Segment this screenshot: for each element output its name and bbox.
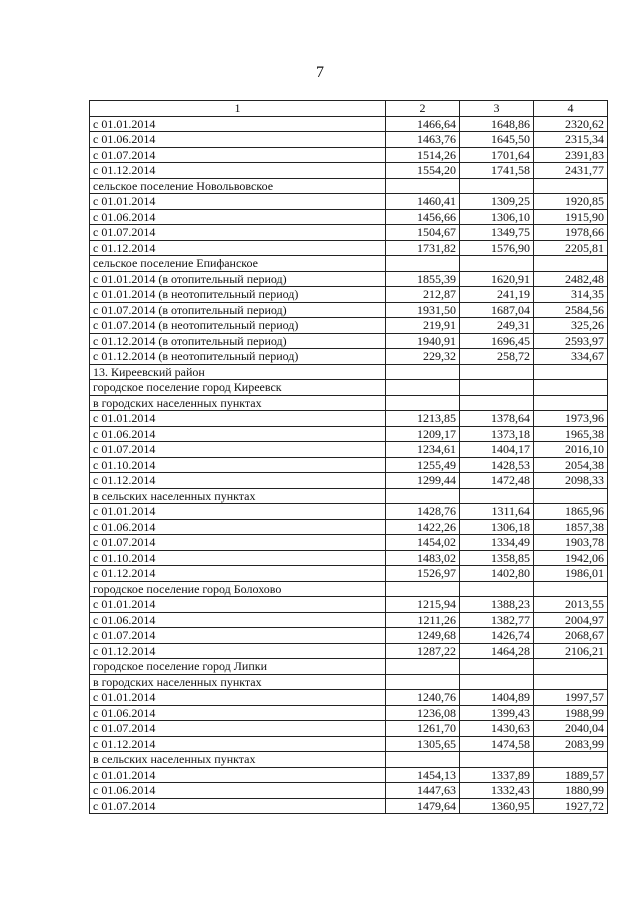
table-row [90, 209, 608, 225]
value-cell-col-4: 2016,10 [534, 442, 608, 458]
value-cell-col-2: 1428,76 [386, 504, 460, 520]
row-label-cell: с 01.12.2014 [90, 473, 386, 489]
row-label-cell: с 01.06.2014 [90, 209, 386, 225]
value-cell-col-2: 1504,67 [386, 225, 460, 241]
table-row [90, 395, 608, 411]
table-row [90, 504, 608, 520]
value-cell-col-4 [534, 488, 608, 504]
value-cell-col-3 [460, 395, 534, 411]
table-row [90, 132, 608, 148]
value-cell-col-4: 1880,99 [534, 783, 608, 799]
table-row [90, 426, 608, 442]
value-cell-col-4: 1903,78 [534, 535, 608, 551]
value-cell-col-4: 2584,56 [534, 302, 608, 318]
value-cell-col-2 [386, 380, 460, 396]
value-cell-col-4 [534, 380, 608, 396]
value-cell-col-2: 1456,66 [386, 209, 460, 225]
value-cell-col-3: 1426,74 [460, 628, 534, 644]
value-cell-col-2 [386, 659, 460, 675]
table-row [90, 519, 608, 535]
row-label-cell: с 01.01.2014 [90, 690, 386, 706]
value-cell-col-4: 2106,21 [534, 643, 608, 659]
value-cell-col-3: 1472,48 [460, 473, 534, 489]
value-cell-col-2: 1249,68 [386, 628, 460, 644]
value-cell-col-4: 2482,48 [534, 271, 608, 287]
value-cell-col-3: 1701,64 [460, 147, 534, 163]
value-cell-col-3 [460, 364, 534, 380]
value-cell-col-3 [460, 256, 534, 272]
value-cell-col-3: 1648,86 [460, 116, 534, 132]
row-label-cell: с 01.12.2014 (в неотопительный период) [90, 349, 386, 365]
row-label-cell: с 01.01.2014 [90, 504, 386, 520]
value-cell-col-4: 314,35 [534, 287, 608, 303]
value-cell-col-2 [386, 674, 460, 690]
row-label-cell: с 01.01.2014 [90, 194, 386, 210]
row-label-cell: с 01.07.2014 (в неотопительный период) [90, 318, 386, 334]
value-cell-col-3 [460, 581, 534, 597]
value-cell-col-3: 1334,49 [460, 535, 534, 551]
value-cell-col-2: 1213,85 [386, 411, 460, 427]
table-row [90, 752, 608, 768]
value-cell-col-2: 1463,76 [386, 132, 460, 148]
value-cell-col-4: 1965,38 [534, 426, 608, 442]
value-cell-col-3 [460, 178, 534, 194]
value-cell-col-3: 1306,10 [460, 209, 534, 225]
table-row [90, 767, 608, 783]
value-cell-col-4: 325,26 [534, 318, 608, 334]
value-cell-col-2: 1454,13 [386, 767, 460, 783]
value-cell-col-4: 2083,99 [534, 736, 608, 752]
value-cell-col-4: 1988,99 [534, 705, 608, 721]
table-row [90, 256, 608, 272]
value-cell-col-3: 1696,45 [460, 333, 534, 349]
value-cell-col-2: 1514,26 [386, 147, 460, 163]
value-cell-col-4: 1973,96 [534, 411, 608, 427]
value-cell-col-2 [386, 395, 460, 411]
row-label-cell: с 01.06.2014 [90, 132, 386, 148]
row-label-cell: с 01.01.2014 (в неотопительный период) [90, 287, 386, 303]
row-label-cell: с 01.12.2014 [90, 163, 386, 179]
value-cell-col-2: 1236,08 [386, 705, 460, 721]
row-label-cell: городское поселение город Болохово [90, 581, 386, 597]
value-cell-col-2: 1479,64 [386, 798, 460, 814]
row-label-cell: с 01.10.2014 [90, 550, 386, 566]
value-cell-col-2: 1240,76 [386, 690, 460, 706]
value-cell-col-4: 2013,55 [534, 597, 608, 613]
value-cell-col-3: 258,72 [460, 349, 534, 365]
table-row [90, 333, 608, 349]
row-label-cell: с 01.07.2014 [90, 442, 386, 458]
table-header-row [90, 101, 608, 117]
row-label-cell: с 01.06.2014 [90, 705, 386, 721]
value-cell-col-4: 1986,01 [534, 566, 608, 582]
value-cell-col-3: 1382,77 [460, 612, 534, 628]
value-cell-col-3: 1576,90 [460, 240, 534, 256]
table-row [90, 674, 608, 690]
value-cell-col-3: 1373,18 [460, 426, 534, 442]
row-label-cell: городское поселение город Киреевск [90, 380, 386, 396]
value-cell-col-2 [386, 364, 460, 380]
row-label-cell: с 01.07.2014 [90, 721, 386, 737]
row-label-cell: с 01.01.2014 (в отопительный период) [90, 271, 386, 287]
value-cell-col-3: 1741,58 [460, 163, 534, 179]
value-cell-col-4 [534, 256, 608, 272]
row-label-cell: с 01.07.2014 [90, 147, 386, 163]
value-cell-col-2: 1466,64 [386, 116, 460, 132]
row-label-cell: с 01.01.2014 [90, 116, 386, 132]
value-cell-col-2: 1554,20 [386, 163, 460, 179]
value-cell-col-4: 2040,04 [534, 721, 608, 737]
value-cell-col-3: 1388,23 [460, 597, 534, 613]
value-cell-col-3: 1620,91 [460, 271, 534, 287]
table-row [90, 364, 608, 380]
value-cell-col-4: 2054,38 [534, 457, 608, 473]
table-row [90, 612, 608, 628]
table-row [90, 783, 608, 799]
row-label-cell: в сельских населенных пунктах [90, 488, 386, 504]
value-cell-col-3: 1378,64 [460, 411, 534, 427]
value-cell-col-4 [534, 581, 608, 597]
value-cell-col-4: 2391,83 [534, 147, 608, 163]
value-cell-col-3: 1332,43 [460, 783, 534, 799]
value-cell-col-4: 1978,66 [534, 225, 608, 241]
row-label-cell: с 01.07.2014 [90, 628, 386, 644]
value-cell-col-2 [386, 752, 460, 768]
value-cell-col-4: 334,67 [534, 349, 608, 365]
value-cell-col-2: 1460,41 [386, 194, 460, 210]
value-cell-col-3: 1474,58 [460, 736, 534, 752]
value-cell-col-4 [534, 659, 608, 675]
value-cell-col-4: 1915,90 [534, 209, 608, 225]
table-row [90, 116, 608, 132]
value-cell-col-3: 1464,28 [460, 643, 534, 659]
row-label-cell: с 01.06.2014 [90, 426, 386, 442]
value-cell-col-3 [460, 674, 534, 690]
value-cell-col-2: 1447,63 [386, 783, 460, 799]
table-row [90, 736, 608, 752]
value-cell-col-3: 1309,25 [460, 194, 534, 210]
row-label-cell: 13. Киреевский район [90, 364, 386, 380]
table-row [90, 473, 608, 489]
table-row [90, 349, 608, 365]
value-cell-col-2: 1299,44 [386, 473, 460, 489]
value-cell-col-4 [534, 395, 608, 411]
value-cell-col-3: 249,31 [460, 318, 534, 334]
value-cell-col-4 [534, 364, 608, 380]
value-cell-col-4: 1920,85 [534, 194, 608, 210]
value-cell-col-2: 1483,02 [386, 550, 460, 566]
value-cell-col-3: 241,19 [460, 287, 534, 303]
value-cell-col-4: 1857,38 [534, 519, 608, 535]
table-row [90, 550, 608, 566]
page-number: 7 [316, 64, 324, 81]
value-cell-col-2: 212,87 [386, 287, 460, 303]
column-header-3: 3 [460, 101, 534, 117]
row-label-cell: с 01.07.2014 [90, 798, 386, 814]
table-row [90, 628, 608, 644]
row-label-cell: с 01.01.2014 [90, 411, 386, 427]
value-cell-col-3 [460, 659, 534, 675]
value-cell-col-2: 229,32 [386, 349, 460, 365]
value-cell-col-2: 1526,97 [386, 566, 460, 582]
row-label-cell: с 01.06.2014 [90, 783, 386, 799]
value-cell-col-2: 1731,82 [386, 240, 460, 256]
value-cell-col-3: 1404,17 [460, 442, 534, 458]
column-header-1: 1 [90, 101, 386, 117]
value-cell-col-3: 1311,64 [460, 504, 534, 520]
value-cell-col-4 [534, 674, 608, 690]
row-label-cell: в сельских населенных пунктах [90, 752, 386, 768]
table-row [90, 721, 608, 737]
table-row [90, 178, 608, 194]
value-cell-col-3: 1360,95 [460, 798, 534, 814]
value-cell-col-4: 1927,72 [534, 798, 608, 814]
value-cell-col-2: 1305,65 [386, 736, 460, 752]
table-row [90, 488, 608, 504]
value-cell-col-4: 2315,34 [534, 132, 608, 148]
value-cell-col-4: 2098,33 [534, 473, 608, 489]
table-row [90, 597, 608, 613]
value-cell-col-4: 1865,96 [534, 504, 608, 520]
value-cell-col-2: 219,91 [386, 318, 460, 334]
value-cell-col-3: 1428,53 [460, 457, 534, 473]
value-cell-col-3: 1430,63 [460, 721, 534, 737]
table-row [90, 659, 608, 675]
table-row [90, 535, 608, 551]
row-label-cell: в городских населенных пунктах [90, 395, 386, 411]
table-row [90, 457, 608, 473]
table-row [90, 380, 608, 396]
row-label-cell: с 01.12.2014 [90, 566, 386, 582]
table-row [90, 411, 608, 427]
table-row [90, 287, 608, 303]
value-cell-col-2: 1287,22 [386, 643, 460, 659]
value-cell-col-2: 1855,39 [386, 271, 460, 287]
value-cell-col-4: 2068,67 [534, 628, 608, 644]
value-cell-col-3: 1402,80 [460, 566, 534, 582]
table-row [90, 147, 608, 163]
table-row [90, 302, 608, 318]
value-cell-col-2: 1211,26 [386, 612, 460, 628]
column-header-2: 2 [386, 101, 460, 117]
table-body [90, 116, 608, 814]
column-header-4: 4 [534, 101, 608, 117]
value-cell-col-4: 1889,57 [534, 767, 608, 783]
value-cell-col-2 [386, 178, 460, 194]
table-row [90, 798, 608, 814]
value-cell-col-4: 2320,62 [534, 116, 608, 132]
row-label-cell: с 01.12.2014 [90, 240, 386, 256]
value-cell-col-3 [460, 380, 534, 396]
tariff-table [89, 100, 608, 814]
value-cell-col-4: 2004,97 [534, 612, 608, 628]
row-label-cell: сельское поселение Новольвовское [90, 178, 386, 194]
value-cell-col-4: 1997,57 [534, 690, 608, 706]
row-label-cell: с 01.12.2014 [90, 736, 386, 752]
table-row [90, 194, 608, 210]
value-cell-col-3: 1399,43 [460, 705, 534, 721]
table-row [90, 271, 608, 287]
row-label-cell: с 01.01.2014 [90, 597, 386, 613]
row-label-cell: с 01.10.2014 [90, 457, 386, 473]
value-cell-col-2 [386, 256, 460, 272]
value-cell-col-2 [386, 581, 460, 597]
value-cell-col-2: 1209,17 [386, 426, 460, 442]
table-row [90, 566, 608, 582]
value-cell-col-2 [386, 488, 460, 504]
table-row [90, 581, 608, 597]
value-cell-col-2: 1931,50 [386, 302, 460, 318]
table-row [90, 240, 608, 256]
value-cell-col-4 [534, 752, 608, 768]
value-cell-col-3: 1645,50 [460, 132, 534, 148]
value-cell-col-3: 1337,89 [460, 767, 534, 783]
value-cell-col-2: 1940,91 [386, 333, 460, 349]
value-cell-col-3: 1358,85 [460, 550, 534, 566]
value-cell-col-3: 1687,04 [460, 302, 534, 318]
row-label-cell: в городских населенных пунктах [90, 674, 386, 690]
row-label-cell: с 01.06.2014 [90, 612, 386, 628]
value-cell-col-2: 1454,02 [386, 535, 460, 551]
row-label-cell: с 01.12.2014 [90, 643, 386, 659]
value-cell-col-3 [460, 752, 534, 768]
row-label-cell: с 01.01.2014 [90, 767, 386, 783]
row-label-cell: с 01.12.2014 (в отопительный период) [90, 333, 386, 349]
value-cell-col-3 [460, 488, 534, 504]
table-row [90, 442, 608, 458]
row-label-cell: с 01.07.2014 [90, 535, 386, 551]
value-cell-col-3: 1404,89 [460, 690, 534, 706]
row-label-cell: с 01.07.2014 (в отопительный период) [90, 302, 386, 318]
value-cell-col-4: 1942,06 [534, 550, 608, 566]
table-row [90, 163, 608, 179]
table-row [90, 225, 608, 241]
value-cell-col-4 [534, 178, 608, 194]
table-row [90, 643, 608, 659]
table-row [90, 690, 608, 706]
value-cell-col-4: 2593,97 [534, 333, 608, 349]
table-row [90, 705, 608, 721]
value-cell-col-3: 1349,75 [460, 225, 534, 241]
value-cell-col-4: 2431,77 [534, 163, 608, 179]
value-cell-col-2: 1234,61 [386, 442, 460, 458]
value-cell-col-2: 1261,70 [386, 721, 460, 737]
value-cell-col-3: 1306,18 [460, 519, 534, 535]
value-cell-col-2: 1422,26 [386, 519, 460, 535]
row-label-cell: сельское поселение Епифанское [90, 256, 386, 272]
row-label-cell: городское поселение город Липки [90, 659, 386, 675]
value-cell-col-2: 1215,94 [386, 597, 460, 613]
value-cell-col-4: 2205,81 [534, 240, 608, 256]
row-label-cell: с 01.07.2014 [90, 225, 386, 241]
value-cell-col-2: 1255,49 [386, 457, 460, 473]
table-row [90, 318, 608, 334]
row-label-cell: с 01.06.2014 [90, 519, 386, 535]
